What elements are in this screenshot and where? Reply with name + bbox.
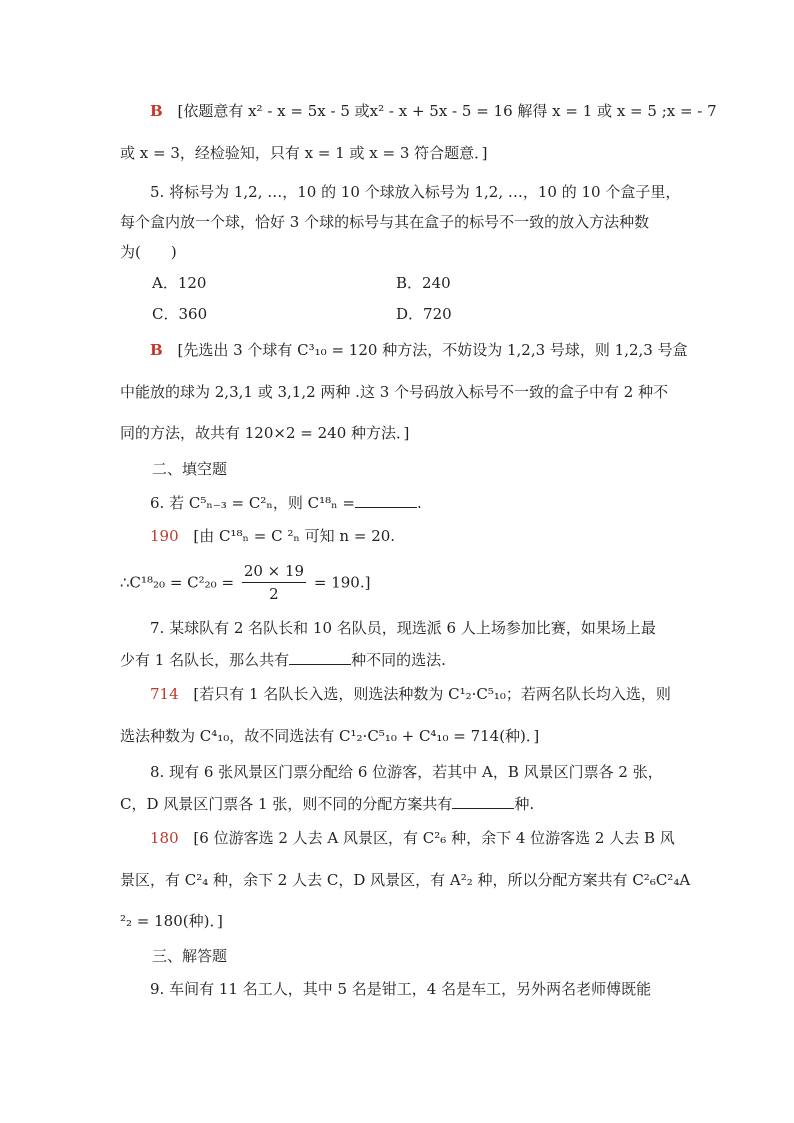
q8-line2-pre: C，D 风景区门票各 1 张，则不同的分配方案共有 <box>120 795 453 813</box>
q7-line2-post: 种不同的选法. <box>351 651 446 669</box>
q6-question-end: . <box>416 494 422 512</box>
q4-answer-letter: B <box>150 102 163 120</box>
q6-fraction <box>242 560 306 605</box>
q7-answer-blank <box>289 648 351 665</box>
q8-line2-post: 种. <box>514 795 535 813</box>
q6-fraction-numerator: 20 × 19 <box>242 560 306 583</box>
q8-solution-line2: 景区，有 C²₄ 种，余下 2 人去 C，D 风景区，有 A²₂ 种，所以分配方案共有 C²₆C²₄A <box>120 871 691 889</box>
q7-line2 <box>120 648 446 670</box>
q7-solution-line1 <box>150 684 671 704</box>
q8-answer: 180 <box>150 829 179 847</box>
q6-answer-blank <box>355 491 417 508</box>
q6-answer: 190 <box>150 527 179 545</box>
q8-solution-line3: ²₂ = 180(种)．] <box>120 912 223 930</box>
q5-option-d: D．720 <box>396 305 452 323</box>
q6-question-text: 6. 若 C⁵ₙ₋₃ = C²ₙ，则 C¹⁸ₙ = <box>150 494 355 512</box>
q6-question <box>150 491 422 513</box>
q8-solution-line1 <box>150 828 675 848</box>
section3-title: 三、解答题 <box>152 947 228 965</box>
q8-line1: 8. 现有 6 张风景区门票分配给 6 位游客，若其中 A，B 风景区门票各 2 张， <box>150 763 663 781</box>
q5-option-b: B．240 <box>396 274 451 292</box>
q4-answer-text1: [依题意有 x² - x = 5x - 5 或x² - x + 5x - 5 = 16 解得 x = 1 或 x = 5 ;x = - 7 <box>177 102 717 120</box>
q8-answer-blank <box>452 792 514 809</box>
q6-fraction-denominator: 2 <box>269 585 279 603</box>
q5-line2: 每个盒内放一个球，恰好 3 个球的标号与其在盒子的标号不一致的放入方法种数 <box>120 213 650 231</box>
q5-answer-line3: 同的方法，故共有 120×2 = 240 种方法．] <box>120 424 410 442</box>
q5-answer-text1: [先选出 3 个球有 C³₁₀ = 120 种方法，不妨设为 1,2,3 号球，则 1,2,3 号盒 <box>177 341 688 359</box>
q6-solution-pre: ∴C¹⁸₂₀ = C²₂₀ = <box>120 573 235 592</box>
q5-option-a: A．120 <box>152 274 207 292</box>
q6-solution-post: = 190.] <box>313 573 371 592</box>
section2-title: 二、填空题 <box>152 460 228 478</box>
q6-solution-line2 <box>120 560 370 605</box>
q7-solution-line2: 选法种数为 C⁴₁₀，故不同选法有 C¹₂·C⁵₁₀ + C⁴₁₀ = 714(种)．] <box>120 727 540 745</box>
q5-answer-letter: B <box>150 341 163 359</box>
q7-solution-text1: [若只有 1 名队长入选，则选法种数为 C¹₂·C⁵₁₀；若两名队长均入选，则 <box>193 685 671 703</box>
q7-line2-pre: 少有 1 名队长，那么共有 <box>120 651 290 669</box>
q4-answer-line1 <box>150 101 717 121</box>
q7-line1: 7. 某球队有 2 名队长和 10 名队员，现选派 6 人上场参加比赛，如果场上最 <box>150 619 656 637</box>
q5-option-c: C．360 <box>152 305 208 323</box>
q4-answer-line2: 或 x = 3，经检验知，只有 x = 1 或 x = 3 符合题意．] <box>120 144 488 162</box>
q5-line1: 5. 将标号为 1,2, …，10 的 10 个球放入标号为 1,2, …，10 的 10 个盒子里， <box>150 183 681 201</box>
q6-solution-text1: [由 C¹⁸ₙ = C ²ₙ 可知 n = 20. <box>193 527 396 545</box>
q7-answer: 714 <box>150 685 179 703</box>
q9-line1: 9. 车间有 11 名工人，其中 5 名是钳工，4 名是车工，另外两名老师傅既能 <box>150 980 652 998</box>
q8-line2 <box>120 792 534 814</box>
q5-answer-line1 <box>150 340 688 360</box>
q6-solution-line1 <box>150 526 395 546</box>
q8-solution-text1: [6 位游客选 2 人去 A 风景区，有 C²₆ 种，余下 4 位游客选 2 人去 B 风 <box>193 829 675 847</box>
q5-answer-line2: 中能放的球为 2,3,1 或 3,1,2 两种 .这 3 个号码放入标号不一致的盒子中有 2 种不 <box>120 383 669 401</box>
q5-line3: 为( ) <box>120 243 177 261</box>
